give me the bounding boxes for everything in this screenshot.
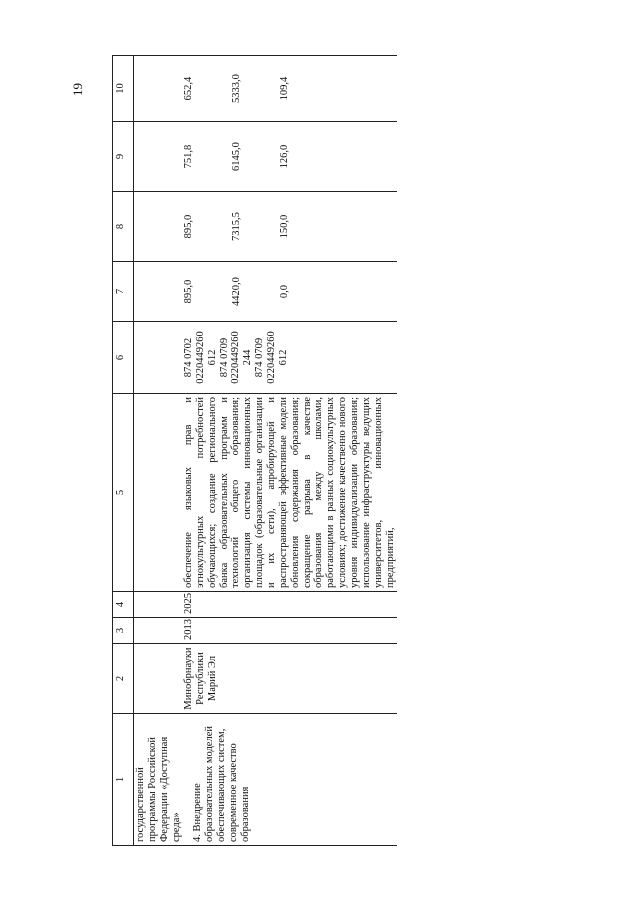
budget-code-1: 874 0702 0220449260 612 [183, 331, 218, 384]
row1-col3 [134, 618, 398, 644]
value-8a: 895,0 [183, 214, 194, 239]
value-10c: 109,4 [279, 76, 290, 101]
value-9a: 751,8 [183, 144, 194, 169]
header-col-1: 1 [113, 714, 134, 846]
row1-col4 [134, 592, 398, 618]
value-7a: 895,0 [183, 279, 194, 304]
value-7c: 0,0 [279, 284, 290, 299]
responsible-executor: Минобрнауки Республики Марий Эл [183, 647, 218, 710]
budget-code-2: 874 0709 0220449260 244 [218, 331, 254, 384]
program-table [112, 55, 397, 846]
header-col-4: 4 [113, 592, 134, 618]
header-col-10: 10 [113, 56, 134, 122]
value-8b: 7315,5 [231, 212, 242, 241]
row1-col1 [134, 714, 398, 846]
measure-title: 4. Внедрение образовательных моделей обеспечивающих систем, современное качество образования [192, 726, 251, 842]
value-9c: 126,0 [279, 144, 290, 169]
value-7b: 4420,0 [231, 277, 242, 306]
continuation-text: государственной программы Российской Федерации «Доступная среда» [135, 736, 182, 842]
value-10a: 652,4 [183, 76, 194, 101]
row1-col9 [134, 122, 398, 192]
header-col-8: 8 [113, 192, 134, 262]
rotated-table-canvas [112, 56, 532, 846]
row1-col8 [134, 192, 398, 262]
value-10b: 5333,0 [231, 74, 242, 103]
row1-col5 [134, 394, 398, 592]
budget-code-3: 874 0709 0220449260 612 [254, 331, 289, 384]
header-col-7: 7 [113, 262, 134, 322]
row1-col10 [134, 56, 398, 122]
row1-col6 [134, 322, 398, 394]
header-row [113, 56, 134, 846]
start-year: 2013 [183, 619, 194, 640]
header-col-9: 9 [113, 122, 134, 192]
table-row [134, 56, 398, 846]
value-8c: 150,0 [279, 214, 290, 239]
header-col-6: 6 [113, 322, 134, 394]
header-col-2: 2 [113, 644, 134, 714]
end-year: 2025 [183, 593, 194, 614]
row1-col7 [134, 262, 398, 322]
page-number: 19 [70, 83, 85, 96]
value-9b: 6145,0 [231, 142, 242, 171]
header-col-3: 3 [113, 618, 134, 644]
expected-result-text: обеспечение языковых прав и этнокультурных потребностей обучающихся; создание регионального банка образовательных программ и технологий общего образования; организация системы инновационных площадок (образовательные организации и их сети), апробирующей и распространяющей эффективные модели обновления содержания образования; сокращение разрыва в качестве образования между школами, работающими в разных социокультурных условиях; достижение качественно нового уровня индивидуализации образования; использование инфраструктуры ведущих университетов, инновационных предприятий, [183, 397, 396, 588]
header-col-5: 5 [113, 394, 134, 592]
row1-col2 [134, 644, 398, 714]
